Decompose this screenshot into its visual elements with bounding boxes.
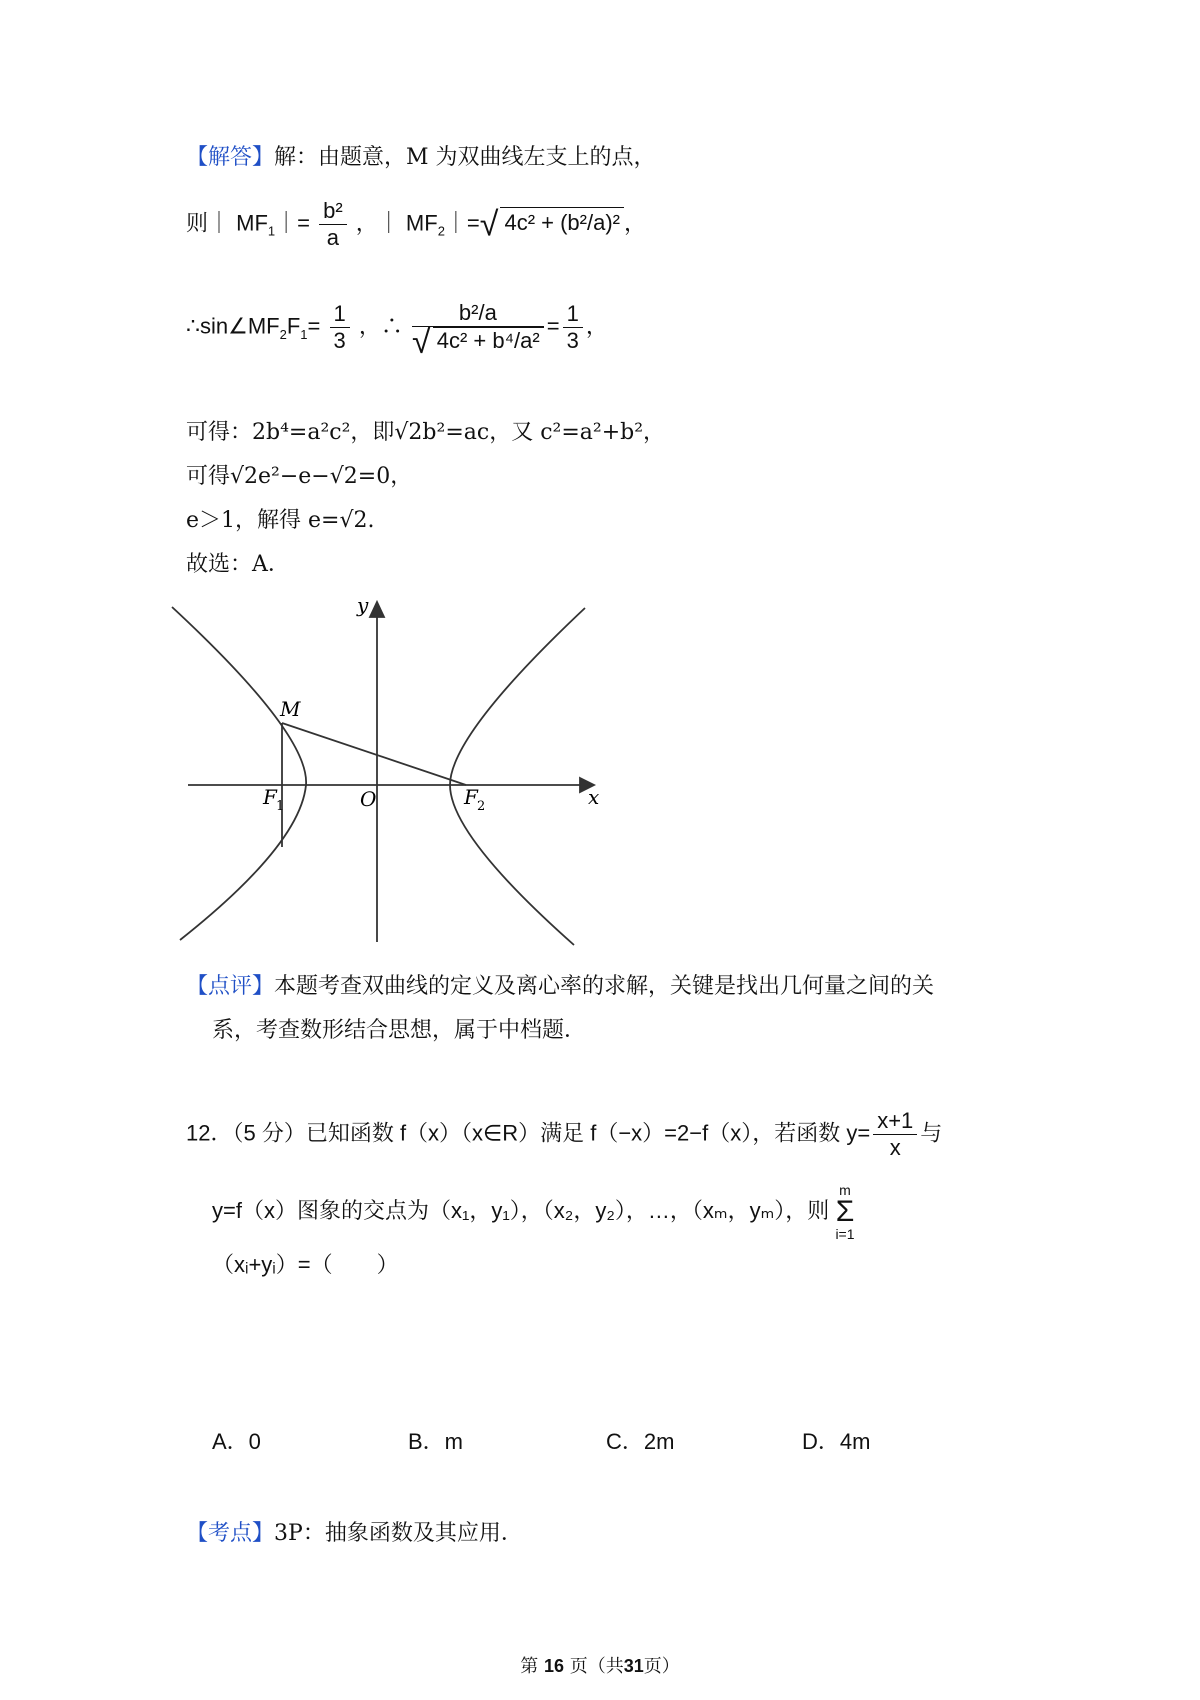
left-branch [172, 607, 306, 940]
mf2-radicand: 4c² + (b²/a)² [500, 207, 624, 238]
page-number: 16 [543, 1656, 564, 1676]
sine-relation: $\therefore\sin\angle MF_2F_1=$ $\frac{1}{3}$ ，∴ $\frac{\text{b²/a}}{\text{√ 4c² + b⁴/a²}}$ = $\frac{1}{3}$ ， [186, 300, 608, 362]
question-line-2: y=f（x）图象的交点为（x₁，y₁），（x₂，y₂），…，（xₘ，yₘ），则 m Σ i=1 [212, 1182, 855, 1242]
kaodian-tag: 【考点】 [186, 1521, 275, 1546]
solution-intro: 【解答】解：由题意，M 为双曲线左支上的点， [186, 145, 656, 170]
point-m-label: M [280, 697, 301, 721]
question-line-1: 12．（5 分）已知函数 f（x）（x∈R）满足 f（−x）=2−f（x），若函数 y= $\frac{x+1}{x}$ 与 [186, 1108, 943, 1160]
page-footer: 第 16 页（共31页） [520, 1656, 680, 1677]
mf-lengths: 则｜ $MF_1|=$ $\frac{\text{b²}}{a}$ ，｜ $MF_2|=√$ 4c² + (b²/a)² ， [186, 198, 646, 250]
page-total: 31 [623, 1656, 644, 1676]
knowledge-point: 【考点】3P：抽象函数及其应用． [186, 1521, 523, 1546]
question-fraction: $\frac{x+1}{x}$ [873, 1108, 917, 1161]
focus-f2-label: F [464, 785, 478, 809]
comment-line-2: 系，考查数形结合思想，属于中档题． [212, 1018, 587, 1043]
y-axis-arrow-icon [370, 602, 384, 617]
option-a: A．0 [212, 1429, 261, 1454]
radical-icon: √ [479, 205, 499, 244]
radical-icon: √ [412, 323, 431, 362]
segment-mf2 [282, 723, 466, 785]
derivation-line-3: e＞1，解得 e=√2. [186, 508, 375, 533]
option-b: B．m [408, 1429, 464, 1454]
ratio-fraction: $\frac{\text{b²/a}}{\text{√ 4c² + b⁴/a²}}$ [412, 300, 544, 355]
one-third-fraction: $\frac{1}{3}$ [330, 301, 350, 354]
comment-line-1: 【点评】本题考查双曲线的定义及离心率的求解，关键是找出几何量之间的关 [186, 974, 935, 999]
mf1-fraction: $\frac{\text{b²}}{a}$ [319, 198, 347, 251]
comment-tag: 【点评】 [186, 974, 275, 999]
option-c: C．2m [606, 1429, 675, 1454]
summation-icon: m Σ i=1 [835, 1182, 855, 1242]
origin-label: O [360, 787, 377, 811]
focus-f2-subscript: 2 [477, 799, 486, 814]
one-third-fraction-2: $\frac{1}{3}$ [563, 301, 583, 354]
derivation-line-1: 可得：2b⁴=a²c²，即√2b²=ac，又 c²=a²+b²， [186, 420, 666, 445]
answer-choice: 故选：A． [186, 552, 290, 577]
derivation-line-2: 可得√2e²−e−√2=0， [186, 464, 413, 489]
right-branch [450, 608, 585, 945]
x-axis-label: x [588, 785, 600, 809]
question-line-3: （xᵢ+yᵢ）=（ ） [212, 1252, 399, 1277]
focus-f1-subscript: 1 [276, 799, 285, 814]
solution-tag: 【解答】 [186, 145, 275, 170]
y-axis-label: y [357, 593, 369, 617]
option-d: D．4m [802, 1429, 871, 1454]
focus-f1-label: F [263, 785, 277, 809]
